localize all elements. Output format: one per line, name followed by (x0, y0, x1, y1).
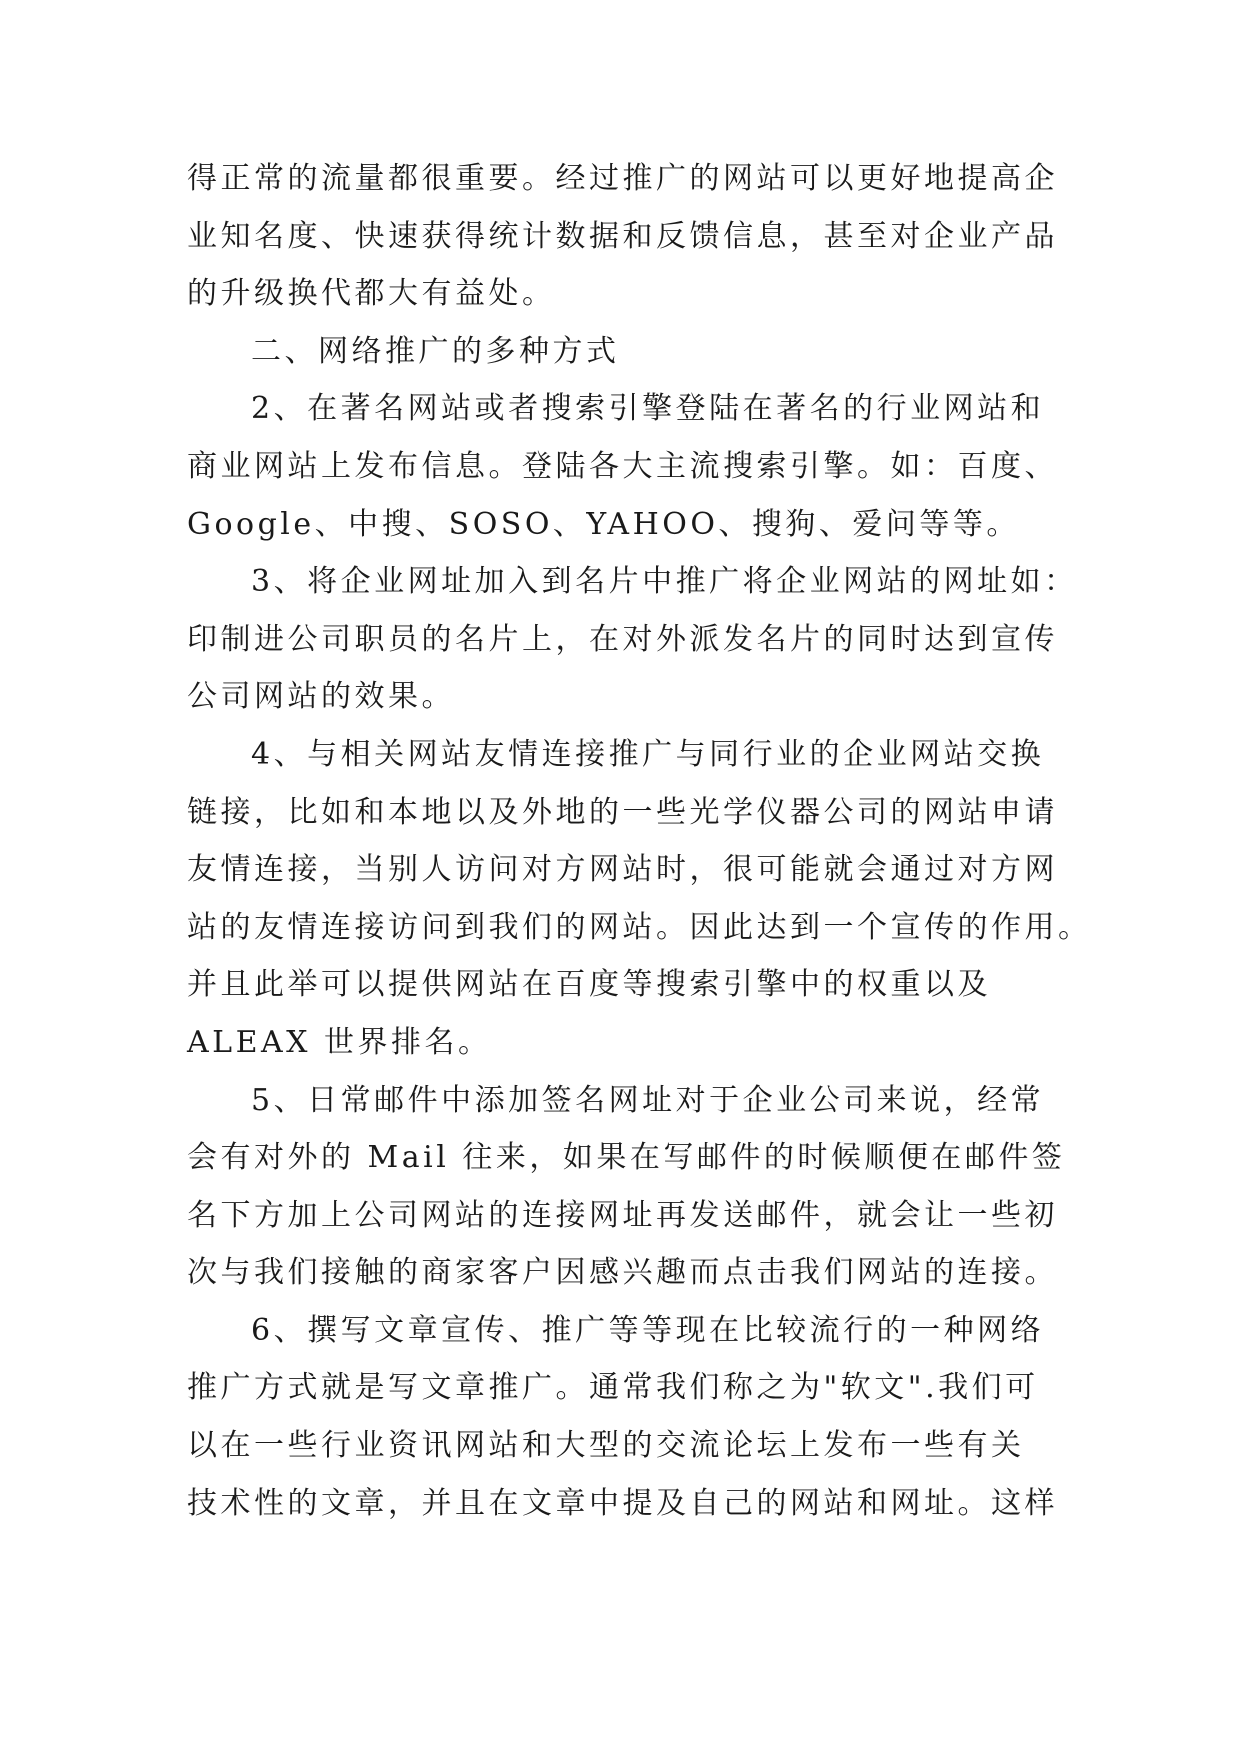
text-line: 以在一些行业资讯网站和大型的交流论坛上发布一些有关 (187, 1428, 1025, 1464)
text-line: 站的友情连接访问到我们的网站。因此达到一个宣传的作用。 (187, 909, 1092, 945)
text-line: 会有对外的 Mail 往来，如果在写邮件的时候顺便在邮件签 (187, 1140, 1066, 1176)
text-line: 5、日常邮件中添加签名网址对于企业公司来说，经常 (251, 1082, 1045, 1118)
text-line: Google、中搜、SOSO、YAHOO、搜狗、爱问等等。 (187, 506, 1020, 542)
text-line: 得正常的流量都很重要。经过推广的网站可以更好地提高企 (187, 161, 1058, 196)
text-line: 6、撰写文章宣传、推广等等现在比较流行的一种网络 (251, 1312, 1045, 1348)
text-line: 名下方加上公司网站的连接网址再发送邮件，就会让一些初 (187, 1197, 1058, 1233)
text-line: 公司网站的效果。 (187, 679, 455, 715)
text-line: 技术性的文章，并且在文章中提及自己的网站和网址。这样 (187, 1485, 1058, 1521)
text-line: 链接，比如和本地以及外地的一些光学仪器公司的网站申请 (187, 794, 1058, 830)
text-line: 友情连接，当别人访问对方网站时，很可能就会通过对方网 (187, 852, 1058, 888)
text-line: 并且此举可以提供网站在百度等搜索引擎中的权重以及 (187, 967, 991, 1003)
section-heading: 二、网络推广的多种方式 (251, 333, 620, 369)
text-line: 2、在著名网站或者搜索引擎登陆在著名的行业网站和 (251, 391, 1045, 427)
text-line: ALEAX 世界排名。 (187, 1024, 492, 1060)
text-line: 4、与相关网站友情连接推广与同行业的企业网站交换 (251, 736, 1045, 772)
text-line: 3、将企业网址加入到名片中推广将企业网站的网址如： (251, 564, 1078, 600)
text-line: 商业网站上发布信息。登陆各大主流搜索引擎。如：百度、 (187, 448, 1058, 484)
text-line: 推广方式就是写文章推广。通常我们称之为"软文".我们可 (187, 1370, 1039, 1406)
text-line: 业知名度、快速获得统计数据和反馈信息，甚至对企业产品 (187, 218, 1058, 254)
text-line: 次与我们接触的商家客户因感兴趣而点击我们网站的连接。 (187, 1255, 1058, 1291)
text-line: 印制进公司职员的名片上，在对外派发名片的同时达到宣传 (187, 621, 1058, 657)
document-body (187, 150, 1092, 1532)
text-line: 的升级换代都大有益处。 (187, 276, 556, 312)
